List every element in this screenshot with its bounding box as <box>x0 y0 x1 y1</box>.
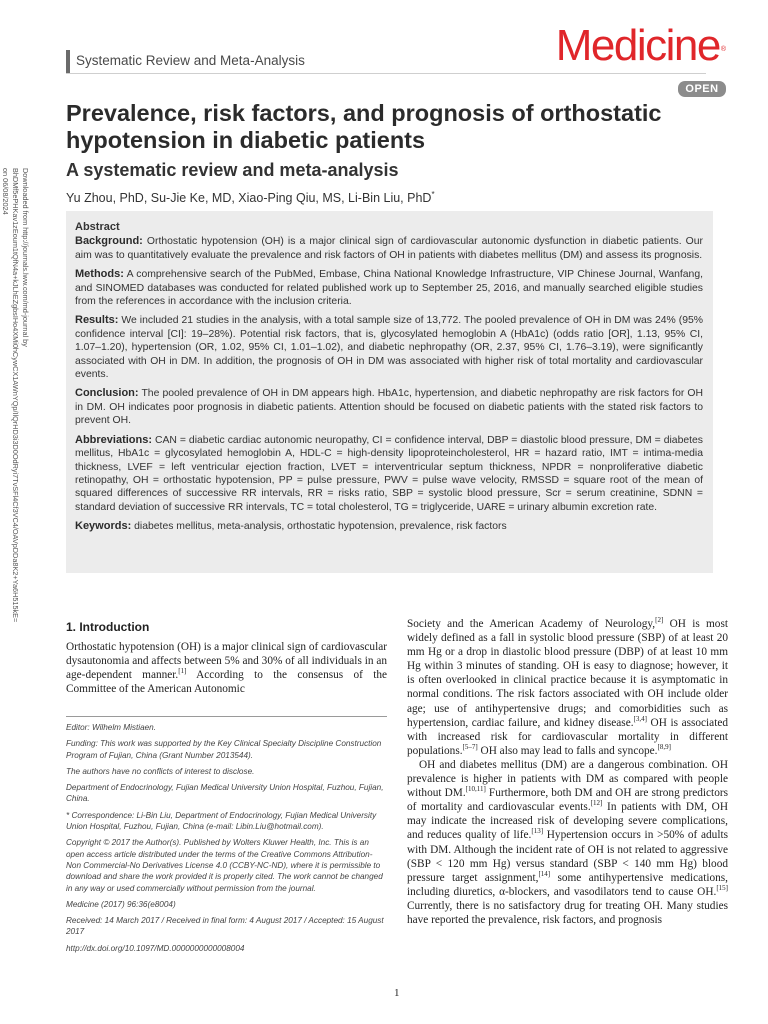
right-column <box>407 617 728 927</box>
registered-mark: ® <box>720 46 726 53</box>
journal-name: Medicine <box>555 21 720 70</box>
section-marker <box>66 50 70 74</box>
footnote-divider <box>66 716 387 717</box>
affiliation-note: Department of Endocrinology, Fujian Medical University Union Hospital, Fuzhou, Fujian, China. <box>66 783 384 804</box>
text-run: Currently, there is no satisfactory drug for treating OH. Many studies have reported the prevalence, risk factors, and prognosis <box>407 899 728 926</box>
article-notes <box>66 722 387 959</box>
abstract-section-label: Keywords: <box>75 520 132 533</box>
text-run: Orthostatic hypotension (OH) is a major clinical sign of cardiovascular dysautonomia and affects between 5% and 30% of all individuals in an age-dependent manner. <box>66 641 387 682</box>
citation-note: Medicine (2017) 96:36(e8004) <box>66 899 176 909</box>
author-list <box>66 190 435 205</box>
citation: [1] <box>178 667 187 676</box>
citation: [10,11] <box>465 785 486 794</box>
abstract-section-text: The pooled prevalence of OH in DM appears high. HbA1c, hypertension, and diabetic nephropathy are risk factors for OH in DM. OH indicates poor prognosis in diabetic patients. Attention should be focused on diabetic patients with the stated risk factors to prevent OH. <box>75 388 703 427</box>
citation: [8,9] <box>657 743 671 752</box>
text-run: Hypertension occurs in >50% of adults with DM. Although the incident rate of OH is not related to aggressive (SBP < 120 mm Hg) versus standard (SBP < 140 mm Hg) blood pressure target assignment, <box>407 829 728 884</box>
text-run: Society and the American Academy of Neurology, <box>407 618 656 630</box>
abstract-abbreviations <box>75 434 703 514</box>
text-run: OH is associated with increased risk for cardiovascular mortality in different populations. <box>407 716 728 757</box>
section-label: Systematic Review and Meta-Analysis <box>76 53 305 68</box>
text-run: Furthermore, both DM and OH are strong predictors of mortality and cardiovascular events. <box>407 787 728 814</box>
text-run: some antihypertensive medications, including diuretics, α-blockers, and vasodilators tend to cause OH. <box>407 871 728 898</box>
doi-link[interactable]: http://dx.doi.org/10.1097/MD.0000000000008004 <box>66 943 245 953</box>
abstract-section-label: Methods: <box>75 268 124 281</box>
abstract-results <box>75 314 703 381</box>
abstract-section-label: Background: <box>75 235 143 248</box>
dates-note: Received: 14 March 2017 / Received in final form: 4 August 2017 / Accepted: 15 August 2017 <box>66 916 384 937</box>
article-subtitle: A systematic review and meta-analysis <box>66 160 399 180</box>
download-stamp-text: Downloaded from http://journals.lww.com/md-journal by BhDMf5ePHKav1zEoum1tQfN4a+kJLhEZgbsIHo4XMi0hCywCX1AWnYQp/IlQrHD3i3D0OdRyi7TvSFl4Cf3VC4/OAVpDDa8K2+Ya6H515kE= on 06/08/2024 <box>1 168 30 623</box>
author-names: Yu Zhou, PhD, Su-Jie Ke, MD, Xiao-Ping Qiu, MS, Li-Bin Liu, PhD <box>66 191 432 206</box>
download-stamp <box>1 168 34 623</box>
citation: [5–7] <box>462 743 478 752</box>
abstract-box <box>66 211 713 573</box>
correspondence-note: * Correspondence: Li-Bin Liu, Department of Endocrinology, Fujian Medical University Union Hospital, Fuzhou, Fujian, China (e-mail: Libin.Liu@hotmail.com). <box>66 810 377 832</box>
funding-note: Funding: This work was supported by the Key Clinical Specialty Discipline Construction Program of Fujian, China (Grant Number 2013544). <box>66 739 382 760</box>
introduction-paragraph <box>66 640 387 696</box>
journal-logo <box>555 21 726 70</box>
text-run: OH is most widely defined as a fall in systolic blood pressure (SBP) of at least 20 mm Hg or a drop in diastolic blood pressure (DBP) of at least 10 mm Hg within 3 minutes of standing. OH is easy to diagnose; however, it is often overlooked in clinical practice because it is asymptomatic in normal conditions. The risk factors associated with OH include older age; use of antihypertensive drugs; and comorbidities such as hypertension, cardiac failure, and kidney disease. <box>407 618 728 729</box>
text-run: OH and diabetes mellitus (DM) are a dangerous combination. OH prevalence is higher in patients with DM as compared with people without DM. <box>407 758 728 800</box>
abstract-methods <box>75 268 703 308</box>
abstract-background <box>75 235 703 262</box>
abstract-section-text: We included 21 studies in the analysis, with a total sample size of 13,772. The pooled prevalence of OH in DM was 24% (95% confidence interval [CI]: 19–28%). Potential risk factors, that is, glycosylated hemoglobin A (HbA1c) (odds ratio [OR], 1.13, 95% CI, 1.07–1.20), hypertension (OR, 1.02, 95% CI, 1.01–1.02), and diabetic nephropathy (OR, 2.37, 95% CI, 1.76–3.19), were significantly associated with OH in DM. In addition, the prognosis of OH in DM was associated with higher risk of total mortality and cardiovascular events. <box>75 315 703 381</box>
citation: [14] <box>538 869 551 878</box>
abstract-section-text: A comprehensive search of the PubMed, Embase, China National Knowledge Infrastructure, VIP Chinese Journal, Wanfang, and SINOMED databases was conducted for related published work up to September 25, 2016, and manually searched eligible studies from the references in accordance with the inclusion criteria. <box>75 269 703 308</box>
article-title: Prevalence, risk factors, and prognosis of orthostatic hypotension in diabetic patients <box>66 100 662 153</box>
abstract-section-text: CAN = diabetic cardiac autonomic neuropathy, CI = confidence interval, DBP = diastolic blood pressure, DM = diabetes mellitus, HbA1c = glycosylated hemoglobin A, HDL-C = high-density lipoproteincholesterol, HR = hazard ratio, IMT = intima-media thickness, LVEF = left ventricular ejection fraction, LVET = interventricular septum thickness, NPDR = nonproliferative diabetic retinopathy, OH = orthostatic hypotension, PP = pulse pressure, PWV = pulse wave velocity, RMSSD = square root of the mean of squared differences of successive RR intervals, RR = risks ratio, SBP = systolic blood pressure, Scr = serum creatinine, SDNN = standard deviation of successive RR intervals, TC = total cholesterol, TG = triglyceride, UARE = urinary albumin excretion rate. <box>75 434 703 513</box>
introduction-heading: 1. Introduction <box>66 620 150 634</box>
citation: [12] <box>590 799 603 808</box>
body-paragraph <box>407 617 728 758</box>
abstract-keywords <box>75 520 703 533</box>
citation: [13] <box>531 827 544 836</box>
open-access-badge: OPEN <box>678 81 726 97</box>
abstract-section-text: diabetes mellitus, meta-analysis, orthostatic hypotension, prevalence, risk factors <box>131 521 507 533</box>
text-run: OH also may lead to falls and syncope. <box>477 744 658 757</box>
citation: [3,4] <box>633 714 647 723</box>
citation: [15] <box>716 884 728 893</box>
abstract-section-text: Orthostatic hypotension (OH) is a major clinical sign of cardiovascular autonomic dysfunction in diabetic patients. Our aim was to quantitatively evaluate the prevalence and risk factors of OH in patients with diabetes mellitus (DM) and assess its prognosis. <box>75 236 703 261</box>
abstract-section-label: Abbreviations: <box>75 433 153 446</box>
abstract-heading: Abstract <box>75 221 120 233</box>
conflict-note: The authors have no conflicts of interest to disclose. <box>66 766 255 776</box>
abstract-section-label: Results: <box>75 314 119 327</box>
abstract-conclusion <box>75 387 703 427</box>
header-divider <box>66 73 706 74</box>
abstract-section-label: Conclusion: <box>75 387 139 400</box>
body-paragraph <box>407 758 728 927</box>
text-run: In patients with DM, OH may indicate the increased risk of developing severe complications, and reduces quality of life. <box>407 801 728 842</box>
text-run: According to the consensus of the Committee of the American Autonomic <box>66 669 387 696</box>
citation: [2] <box>655 616 664 625</box>
page-number: 1 <box>394 987 400 999</box>
copyright-note: Copyright © 2017 the Author(s). Published by Wolters Kluwer Health, Inc. This is an open access article distributed under the terms of the Creative Commons Attribution-Non Commercial-No Derivatives License 4.0 (CCBY-NC-ND), where it is permissible to download and share the work provided it is properly cited. The work cannot be changed in any way or used commercially without permission from the journal. <box>66 838 383 893</box>
left-column <box>66 620 387 696</box>
editor-note: Editor: Wilhelm Mistiaen. <box>66 723 157 732</box>
corresponding-mark: * <box>431 190 435 199</box>
